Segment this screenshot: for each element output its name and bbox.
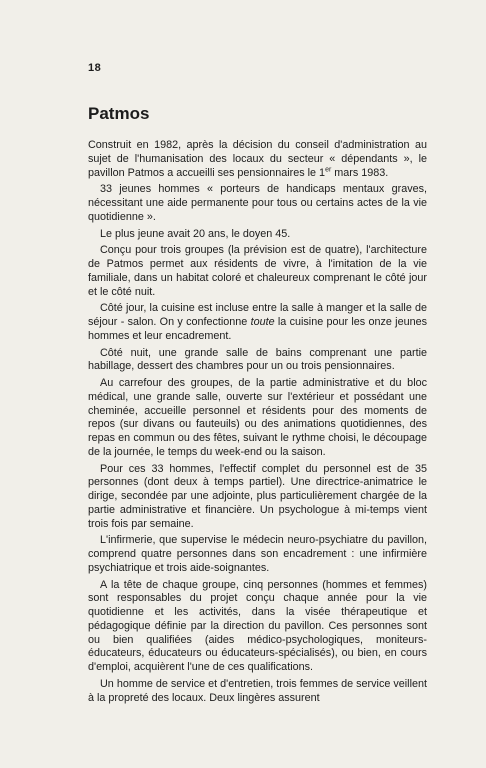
paragraph: Conçu pour trois groupes (la prévision est de quatre), l'architecture de Patmos permet aux résidents de vivre, à l'imitation de la vie familiale, dans un habitat coloré et chaleureux comprenant le côté jour et le côté nuit. [88,244,427,298]
paragraph: Côté nuit, une grande salle de bains comprenant une partie habillage, dessert des chambres pour un ou trois pensionnaires. [88,346,427,373]
paragraph: Pour ces 33 hommes, l'effectif complet du personnel est de 35 personnes (dont deux à temps partiel). Une directrice-animatrice le dirige, secondée par une adjointe, plus particulièrement chargée de la partie administrative et financière. Un psychologue à mi-temps vient trois fois par semaine. [88,462,427,530]
paragraph: Le plus jeune avait 20 ans, le doyen 45. [100,227,291,240]
paragraph: Construit en 1982, après la décision du conseil d'administration au sujet de l'humanisation des locaux du secteur « dépendants », le pavillon Patmos a accueilli ses pensionnaires le 1er mars 1983. [88,139,427,179]
body-text [88,139,427,708]
paragraph: Un homme de service et d'entretien, trois femmes de service veillent à la propreté des locaux. Deux lingères assurent [88,677,427,704]
paragraph: Côté jour, la cuisine est incluse entre la salle à manger et la salle de séjour - salon. On y confectionne toute la cuisine pour les onze jeunes hommes et leur encadrement. [88,302,428,342]
page-title: Patmos [88,104,150,123]
paragraph: L'infirmerie, que supervise le médecin neuro-psychiatre du pavillon, comprend quatre personnes dans son encadrement : une infirmière psychiatrique et trois aide-soignantes. [88,534,427,574]
paragraph: 33 jeunes hommes « porteurs de handicaps mentaux graves, nécessitant une aide permanente pour tous ou certains actes de la vie quotidienne ». [88,183,427,223]
paragraph: A la tête de chaque groupe, cinq personnes (hommes et femmes) sont responsables du projet conçu chaque année pour la vie quotidienne et les activités, dans la visée thérapeutique et pédagogique définie par la direction du pavillon. Ces personnes sont ou bien qualifiées (aides médico-psychologiques, moniteurs-éducateurs, éducateurs ou éducateurs-spécialisés), ou bien, en cours d'emploi, acquièrent l'une de ces qualifications. [88,578,427,673]
page-number: 18 [88,62,102,74]
paragraph: Au carrefour des groupes, de la partie administrative et du bloc médical, une grande salle, ouverte sur l'extérieur et possédant une cheminée, accueille personnel et résidents pour des moments de repos (sur divans ou fauteuils) ou des animations quotidiennes, des repas en commun ou des fêtes, suivant le rythme choisi, le découpage de la journée, le temps du week-end ou la saison. [88,377,427,458]
